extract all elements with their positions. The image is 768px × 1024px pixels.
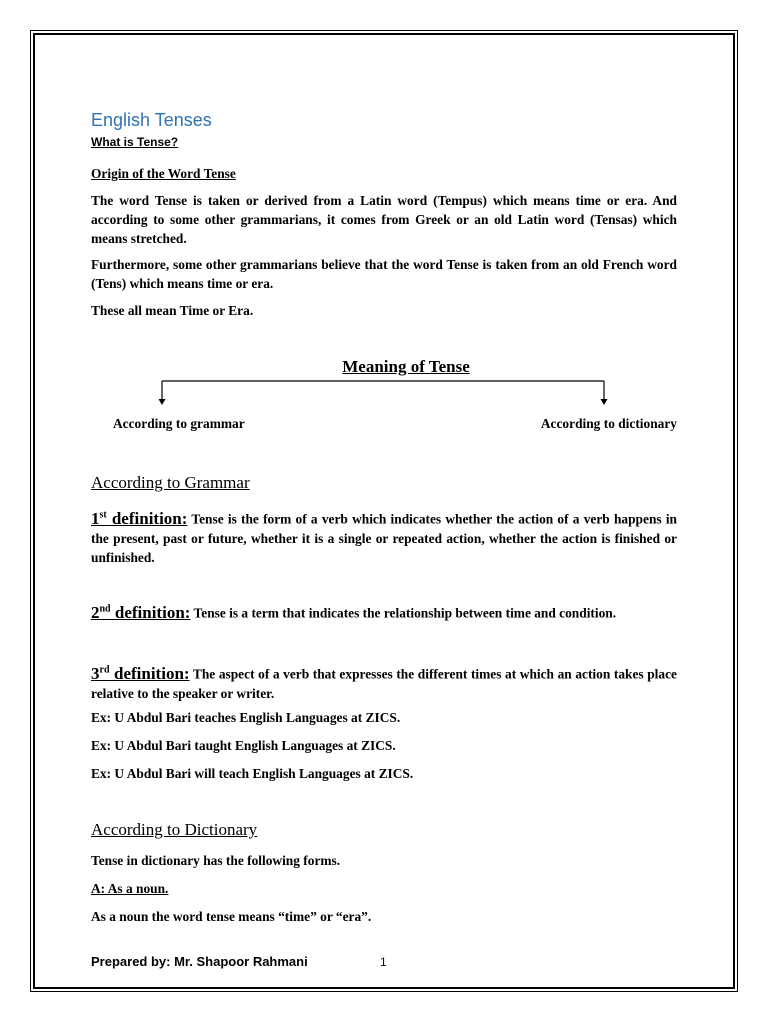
- footer-prepared-by: Prepared by: Mr. Shapoor Rahmani: [91, 954, 308, 969]
- origin-paragraph-2: Furthermore, some other grammarians believe that the word Tense is taken from an old French word (Tens) which means time or era.: [91, 257, 677, 291]
- noun-heading: A: As a noun.: [91, 881, 169, 896]
- diagram-right-label: According to dictionary: [540, 416, 677, 431]
- definition-1-text: Tense is the form of a verb which indicates whether the action of a verb happens in the present, past or future, whether it is a single or repeated action, whether the action is finished or unfinished.: [91, 511, 677, 565]
- definition-3: [91, 660, 677, 703]
- dictionary-heading: According to Dictionary: [91, 820, 258, 839]
- diagram-left-label: According to grammar: [113, 416, 245, 431]
- left-arrowhead: [159, 399, 166, 405]
- definition-2-text: Tense is a term that indicates the relationship between time and condition.: [190, 605, 617, 621]
- definition-2-label: 2nd definition:: [91, 602, 191, 622]
- noun-text: As a noun the word tense means “time” or “era”.: [91, 909, 372, 924]
- subtitle: What is Tense?: [91, 135, 179, 149]
- example-1: Ex: U Abdul Bari teaches English Languages at ZICS.: [91, 710, 401, 725]
- origin-paragraph-3: These all mean Time or Era.: [91, 303, 254, 318]
- definition-3-text: The aspect of a verb that expresses the different times at which an action takes place relative to the speaker or writer.: [91, 666, 677, 701]
- origin-paragraph-1: The word Tense is taken or derived from a Latin word (Tempus) which means time or era. And according to some other grammarians, it comes from Greek or an old Latin word (Tensas) which means stretched.: [91, 193, 677, 246]
- definition-1: [91, 505, 677, 567]
- diagram-title: Meaning of Tense: [342, 357, 470, 376]
- definition-1-label: 1st definition:: [91, 508, 188, 528]
- document-title: English Tenses: [91, 110, 212, 130]
- origin-heading: Origin of the Word Tense: [91, 166, 236, 181]
- example-2: Ex: U Abdul Bari taught English Languages at ZICS.: [91, 738, 396, 753]
- grammar-heading: According to Grammar: [91, 473, 250, 492]
- dictionary-intro: Tense in dictionary has the following forms.: [91, 853, 341, 868]
- right-arrowhead: [601, 399, 608, 405]
- definition-2: [91, 599, 677, 623]
- page-number: 1: [380, 955, 387, 969]
- example-3: Ex: U Abdul Bari will teach English Languages at ZICS.: [91, 766, 414, 781]
- definition-3-label: 3rd definition:: [91, 663, 190, 683]
